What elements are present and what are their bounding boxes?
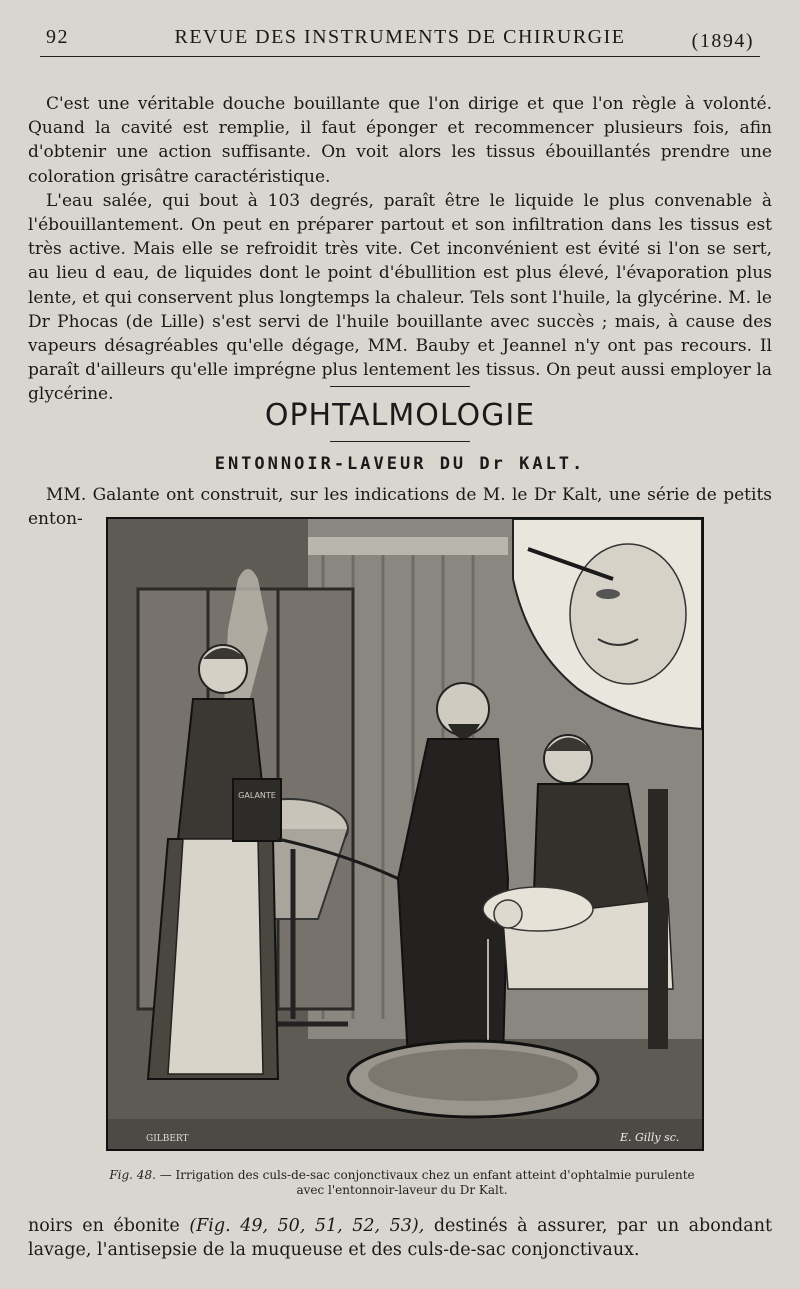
tail-text — [28, 1214, 772, 1262]
page-number: 92 — [46, 26, 69, 48]
figure-refs: (Fig. 49, 50, 51, 52, 53), — [189, 1216, 425, 1236]
vessel-label: GALANTE — [238, 791, 276, 800]
title-underline — [330, 441, 470, 442]
tail-after: destinés à assurer, par un abondant lavage, l'antisepsie de la muqueuse et des culs-de-sac conjonctivaux. — [28, 1216, 772, 1261]
paragraph — [28, 1214, 772, 1262]
engraver-signature-right: E. Gilly sc. — [620, 1131, 680, 1144]
caption-text: — Irrigation des culs-de-sac conjonctivaux chez un enfant atteint d'ophtalmie purulente avec l'entonnoir-laveur du Dr Kalt. — [159, 1168, 695, 1197]
tail-before: noirs en ébonite — [28, 1216, 190, 1236]
article-title: ENTONNOIR-LAVEUR DU Dr KALT. — [214, 454, 586, 474]
figure-caption — [100, 1168, 704, 1198]
top-text — [28, 92, 772, 407]
separator-rule — [330, 386, 470, 387]
running-title: REVUE DES INSTRUMENTS DE CHIRURGIE — [174, 26, 626, 48]
engraving-figure — [106, 517, 704, 1151]
engraving-illustration — [108, 519, 702, 1149]
running-header — [40, 22, 760, 57]
engraver-signature-left: GILBERT — [146, 1134, 189, 1144]
paragraph: MM. Galante ont construit, sur les indications de M. le Dr Kalt, une série de petits enton- — [28, 485, 772, 530]
paragraph: L'eau salée, qui bout à 103 degrés, paraît être le liquide le plus convenable à l'ébouillantement. On peut en préparer partout et son infiltration dans les tissus est très active. Mais elle se refroidit très vite. Cet inconvénient est évité si l'on se sert, au lieu d eau, de liquides dont le point d'ébullition est plus élevé, l'évaporation plus lente, et qui conservent plus longtemps la chaleur. Tels sont l'huile, la glycérine. M. le Dr Phocas (de Lille) s'est servi de l'huile bouillante avec succès ; mais, à cause des vapeurs désagréables qu'elle dégage, MM. Bauby et Jeannel n'y ont pas recours. Il paraît d'ailleurs qu'elle imprégne plus lentement les tissus. On peut aussi employer la glycérine. — [28, 190, 772, 405]
figure-ref: Fig. 48. — [109, 1168, 156, 1182]
paragraph: C'est une véritable douche bouillante que l'on dirige et que l'on règle à volonté. Quand la cavité est remplie, il faut éponger et recommencer plusieurs fois, afin d'obtenir une action suffisante. On voit alors les tissus ébouillantés prendre une coloration grisâtre caractéristique. — [28, 94, 772, 187]
section-title: OPHTALMOLOGIE — [264, 398, 536, 433]
year: (1894) — [691, 30, 754, 52]
